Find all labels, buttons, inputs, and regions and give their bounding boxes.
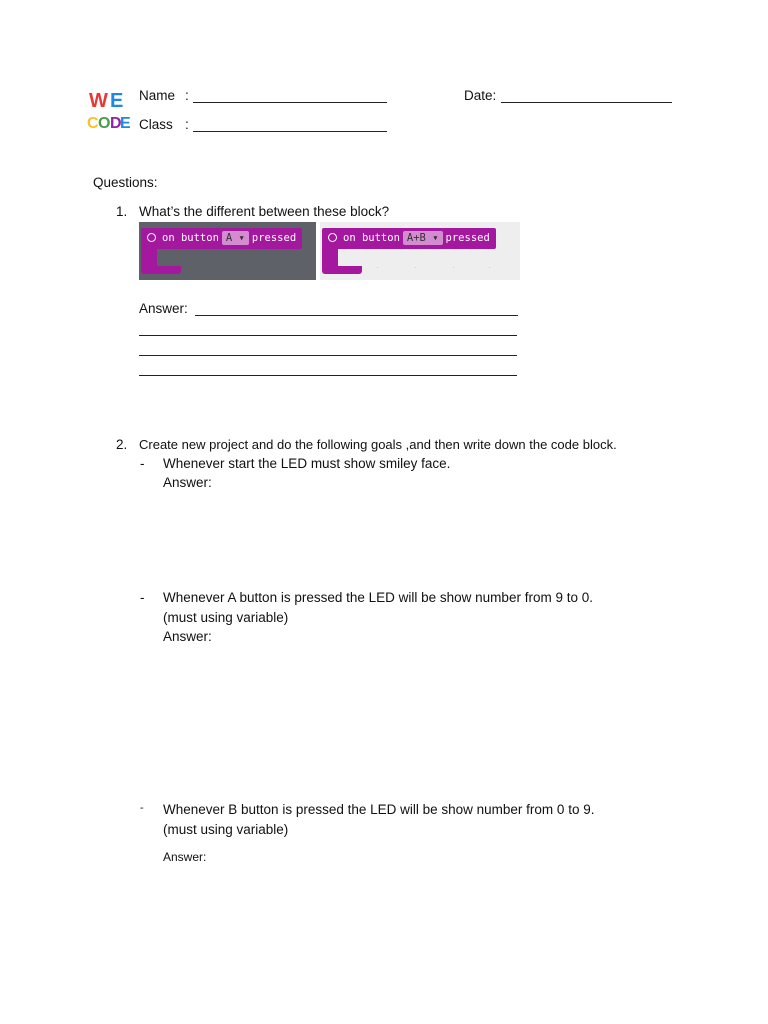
code-block-a: [139, 222, 316, 280]
q1-answer-label: Answer:: [139, 301, 188, 316]
block-b-prefix: on button: [343, 232, 400, 244]
button-key-dropdown-a: A ▾: [222, 231, 249, 245]
block-b-suffix: pressed: [445, 232, 490, 244]
block-a-foot: [141, 266, 181, 274]
button-key-dropdown-ab: A+B ▾: [403, 231, 443, 245]
answer-line-4[interactable]: [139, 375, 517, 376]
svg-text:D: D: [110, 115, 122, 131]
svg-text:E: E: [110, 90, 124, 112]
date-field-line[interactable]: [501, 102, 672, 103]
grid-dot: ·: [414, 262, 418, 273]
grid-dot: ·: [376, 262, 380, 273]
svg-text:O: O: [98, 115, 111, 131]
goal-3-bullet: -: [140, 802, 144, 814]
class-field-line[interactable]: [193, 131, 387, 132]
class-colon: :: [185, 117, 189, 132]
q1-number: 1.: [116, 204, 128, 219]
goal-1-answer-label: Answer:: [163, 475, 212, 490]
code-block-ab: [320, 222, 520, 280]
answer-line-3[interactable]: [139, 355, 517, 356]
svg-text:C: C: [87, 115, 99, 131]
svg-text:E: E: [120, 115, 130, 131]
class-label: Class: [139, 117, 173, 132]
answer-line-2[interactable]: [139, 335, 517, 336]
radio-icon: [147, 233, 156, 242]
q1-text: What’s the different between these block?: [139, 204, 390, 219]
goal-1-text: Whenever start the LED must show smiley face.: [163, 456, 451, 471]
name-field-line[interactable]: [193, 102, 387, 103]
questions-heading: Questions:: [93, 175, 158, 190]
name-label: Name: [139, 88, 176, 103]
grid-dot: ·: [452, 262, 456, 273]
radio-icon: [328, 233, 337, 242]
goal-2-text: Whenever A button is pressed the LED will be show number from 9 to 0.: [163, 590, 593, 605]
grid-dot: ·: [488, 262, 492, 273]
on-button-a-pressed-block: [141, 228, 302, 249]
on-button-ab-pressed-block: [322, 228, 496, 249]
we-code-logo: [86, 87, 130, 131]
answer-line-1[interactable]: [195, 315, 518, 316]
goal-3-text: Whenever B button is pressed the LED will be show number from 0 to 9.: [163, 802, 595, 817]
goal-1-bullet: -: [140, 456, 145, 471]
goal-3-answer-label: Answer:: [163, 850, 207, 864]
goal-3-note: (must using variable): [163, 822, 289, 837]
name-colon: :: [185, 88, 189, 103]
svg-text:W: W: [89, 90, 108, 112]
block-b-foot: [322, 266, 362, 274]
goal-2-note: (must using variable): [163, 610, 289, 625]
block-a-prefix: on button: [162, 232, 219, 244]
q2-text: Create new project and do the following goals ,and then write down the code block.: [139, 437, 617, 452]
goal-2-answer-label: Answer:: [163, 629, 212, 644]
q2-number: 2.: [116, 437, 128, 452]
block-a-suffix: pressed: [251, 232, 297, 244]
goal-2-bullet: -: [140, 590, 145, 605]
date-label: Date:: [464, 88, 497, 103]
